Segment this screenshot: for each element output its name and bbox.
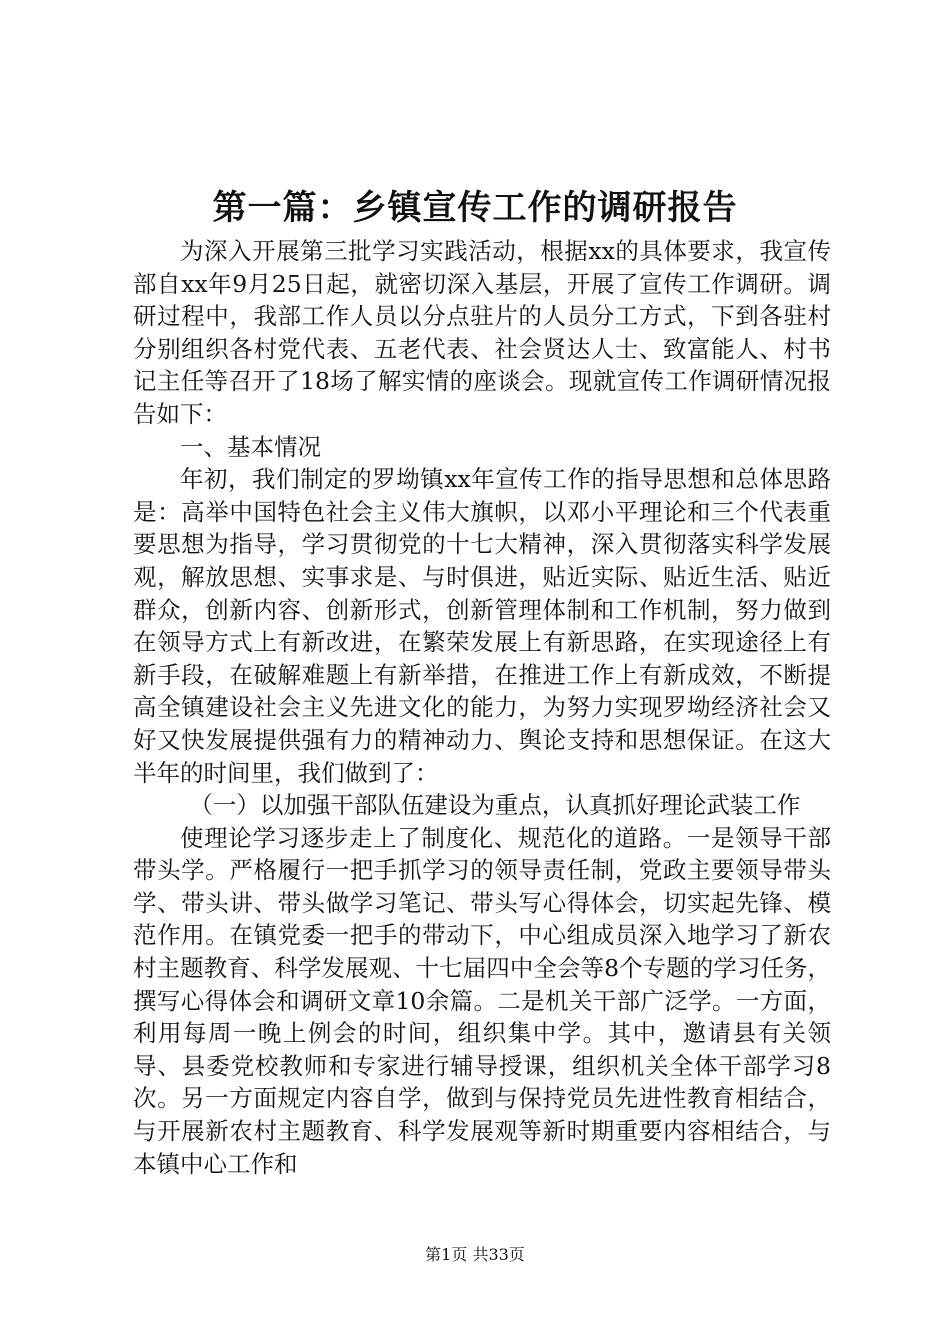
document-body [133, 235, 831, 1180]
body-paragraph: 使理论学习逐步走上了制度化、规范化的道路。一是领导干部带头学。严格履行一把手抓学习的领导责任制，党政主要领导带头学、带头讲、带头做学习笔记、带头写心得体会，切实起先锋、模范作用。在镇党委一把手的带动下，中心组成员深入地学习了新农村主题教育、科学发展观、十七届四中全会等8个专题的学习任务，撰写心得体会和调研文章10余篇。二是机关干部广泛学。一方面，利用每周一晚上例会的时间，组织集中学。其中，邀请县有关领导、县委党校教师和专家进行辅导授课，组织机关全体干部学习8次。另一方面规定内容自学，做到与保持党员先进性教育相结合，与开展新农村主题教育、科学发展观等新时期重要内容相结合，与本镇中心工作和 [133, 823, 831, 1178]
document-title: 第一篇：乡镇宣传工作的调研报告 [212, 188, 738, 228]
body-paragraph: 为深入开展第三批学习实践活动，根据xx的具体要求，我宣传部自xx年9月25日起，就密切深入基层，开展了宣传工作调研。调研过程中，我部工作人员以分点驻片的人员分工方式，下到各驻村分别组织各村党代表、五老代表、社会贤达人士、致富能人、村书记主任等召开了18场了解实情的座谈会。现就宣传工作调研情况报告如下： [133, 237, 831, 428]
page-footer: 第1页 共33页 [425, 1245, 525, 1264]
body-paragraph: 年初，我们制定的罗坳镇xx年宣传工作的指导思想和总体思路是：高举中国特色社会主义伟大旗帜，以邓小平理论和三个代表重要思想为指导，学习贯彻党的十七大精神，深入贯彻落实科学发展观，解放思想、实事求是、与时俱进，贴近实际、贴近生活、贴近群众，创新内容、创新形式，创新管理体制和工作机制，努力做到在领导方式上有新改进，在繁荣发展上有新思路，在实现途径上有新手段，在破解难题上有新举措，在推进工作上有新成效，不断提高全镇建设社会主义先进文化的能力，为努力实现罗坳经济社会又好又快发展提供强有力的精神动力、舆论支持和思想保证。在这大半年的时间里，我们做到了： [133, 465, 831, 787]
subsection-heading: （一）以加强干部队伍建设为重点，认真抓好理论武装工作 [189, 791, 801, 820]
section-heading: 一、基本情况 [180, 432, 321, 461]
